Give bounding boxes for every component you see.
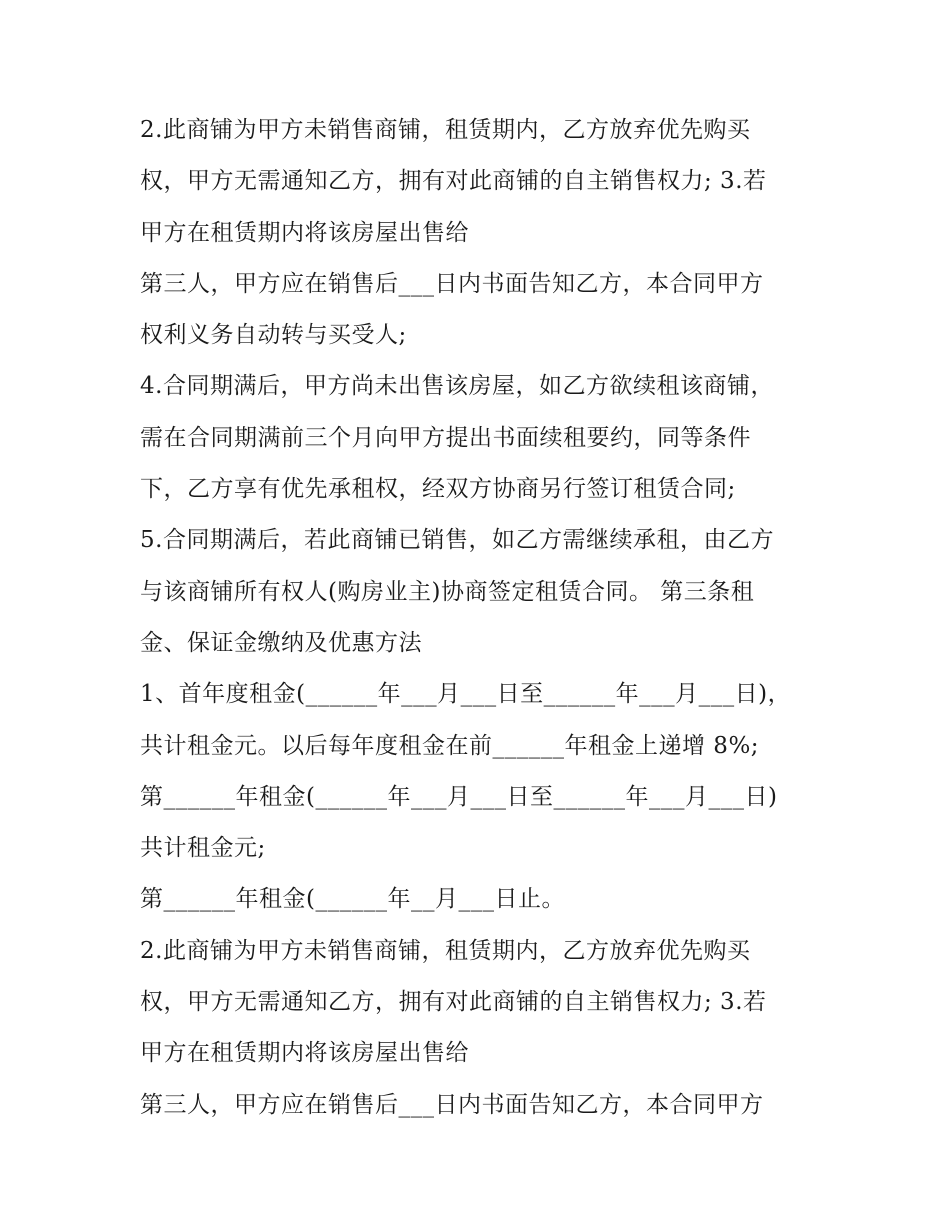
text-line: 需在合同期满前三个月向甲方提出书面续租要约，同等条件 (140, 424, 751, 451)
text-line: 权，甲方无需通知乙方，拥有对此商铺的自主销售权力; 3.若 (140, 989, 767, 1016)
text-line: 权利义务自动转与买受人; (140, 322, 407, 349)
text-line: 甲方在租赁期内将该房屋出售给 (140, 1040, 469, 1067)
text-line: 金、保证金缴纳及优惠方法 (140, 629, 422, 656)
text-line: 第三人，甲方应在销售后___日内书面告知乙方，本合同甲方 (140, 270, 764, 297)
text-line: 下，乙方享有优先承租权，经双方协商另行签订租赁合同; (140, 476, 736, 503)
document-body (140, 105, 820, 1131)
text-line: 2.此商铺为甲方未销售商铺，租赁期内，乙方放弃优先购买 (140, 937, 751, 964)
text-line: 共计租金元。以后每年度租金在前______年租金上递增 8%; (140, 732, 760, 759)
text-line: 共计租金元; (140, 835, 266, 862)
text-line: 第三人，甲方应在销售后___日内书面告知乙方，本合同甲方 (140, 1091, 764, 1118)
text-line: 甲方在租赁期内将该房屋出售给 (140, 219, 469, 246)
text-line: 第______年租金(______年__月___日止。 (140, 886, 565, 913)
text-line: 与该商铺所有权人(购房业主)协商签定租赁合同。 第三条租 (140, 578, 755, 605)
text-line: 2.此商铺为甲方未销售商铺，租赁期内，乙方放弃优先购买 (140, 117, 751, 143)
text-line: 4.合同期满后，甲方尚未出售该房屋，如乙方欲续租该商铺， (140, 373, 774, 400)
text-line: 1、首年度租金(______年___月___日至______年___月___日)， (140, 681, 792, 708)
text-line: 5.合同期满后，若此商铺已销售，如乙方需继续承租，由乙方 (140, 527, 774, 554)
text-line: 权，甲方无需通知乙方，拥有对此商铺的自主销售权力; 3.若 (140, 168, 767, 195)
text-line: 第______年租金(______年___月___日至______年___月___日) (140, 783, 778, 810)
